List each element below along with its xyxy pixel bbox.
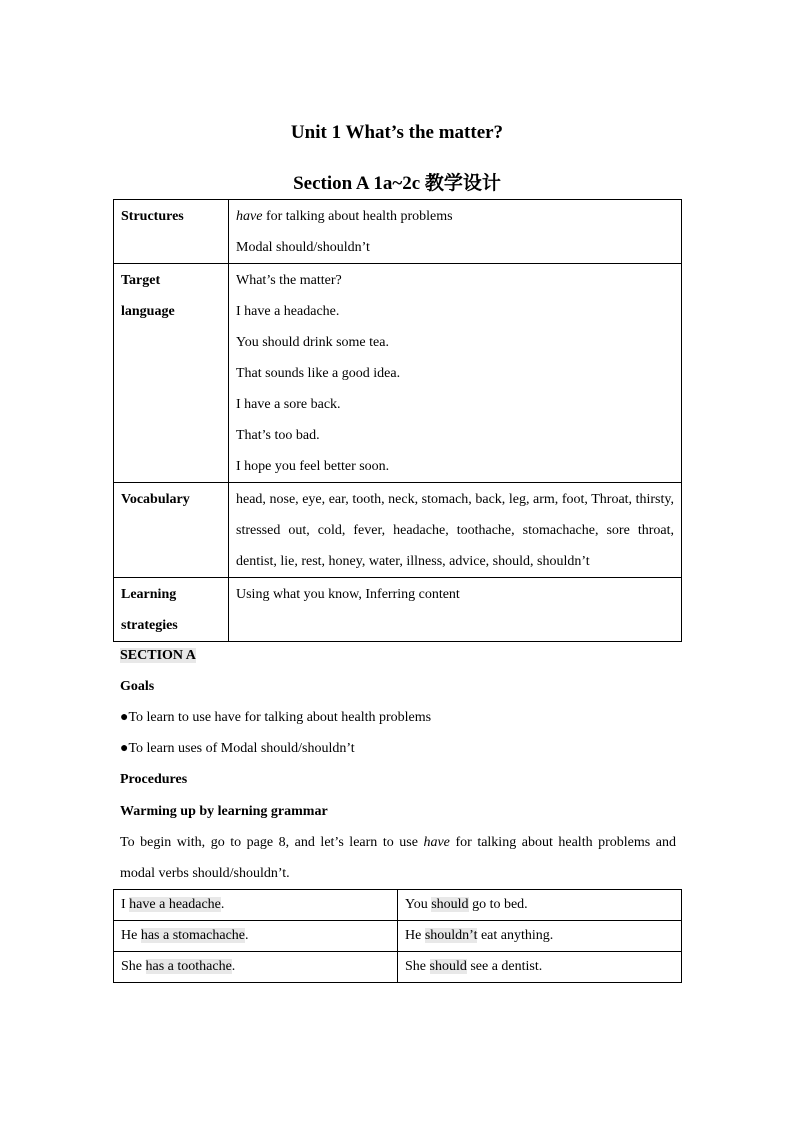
target-language-line: I have a headache. (236, 304, 340, 319)
table-row-structures (114, 200, 682, 264)
structures-line-2: Modal should/shouldn’t (236, 240, 370, 255)
goals-heading: Goals (120, 679, 155, 694)
target-language-line: I hope you feel better soon. (236, 459, 390, 474)
document-subtitle: Section A 1a~2c 教学设计 (293, 173, 501, 194)
structures-italic-have: have (236, 209, 263, 224)
grammar-cell-advice (398, 890, 682, 921)
cell-post: eat anything. (477, 928, 554, 943)
cell-pre: He (121, 928, 141, 943)
cell-pre: She (405, 959, 430, 974)
grammar-cell-problem (114, 952, 398, 983)
goal-item: ●To learn to use have for talking about health problems (120, 710, 432, 725)
grammar-cell-advice (398, 952, 682, 983)
procedures-heading: Procedures (120, 772, 188, 787)
table-row (114, 921, 682, 952)
table-row (114, 890, 682, 921)
cell-pre: She (121, 959, 146, 974)
grammar-cell-problem (114, 890, 398, 921)
intro-part-2: for talking about health problems and modal verbs should/shouldn’t. (120, 835, 676, 881)
label-learning-strategies-line-1: Learning (121, 587, 177, 602)
target-language-content (229, 264, 682, 483)
cell-highlight: should (431, 897, 469, 912)
section-heading-text: SECTION A (120, 648, 196, 663)
intro-paragraph (120, 827, 676, 889)
cell-pre: I (121, 897, 130, 912)
structures-line-1 (236, 201, 674, 232)
cell-pre: He (405, 928, 425, 943)
cell-post: . (231, 959, 236, 974)
cell-highlight: shouldn’t (424, 928, 478, 943)
table-row-learning-strategies (114, 578, 682, 642)
label-learning-strategies-line-2: strategies (121, 618, 178, 633)
label-structures (114, 200, 229, 264)
cell-pre: You (405, 897, 432, 912)
cell-highlight: should (429, 959, 467, 974)
label-target-language-line-2: language (121, 304, 175, 319)
target-language-line: You should drink some tea. (236, 335, 389, 350)
intro-part-1: To begin with, go to page 8, and let’s learn to use (120, 835, 424, 850)
structures-line-1-rest: for talking about health problems (262, 209, 453, 224)
target-language-line: I have a sore back. (236, 397, 341, 412)
structures-content (229, 200, 682, 264)
learning-strategies-content: Using what you know, Inferring content (229, 578, 682, 642)
label-target-language-line-1: Target (121, 273, 161, 288)
table-row (114, 952, 682, 983)
cell-post: see a dentist. (466, 959, 543, 974)
label-structures-text: Structures (121, 209, 184, 224)
target-language-line: That’s too bad. (236, 428, 320, 443)
label-vocabulary-text: Vocabulary (121, 492, 190, 507)
cell-post: . (220, 897, 225, 912)
document-title: Unit 1 What’s the matter? (290, 122, 504, 143)
label-target-language (114, 264, 229, 483)
warming-up-heading: Warming up by learning grammar (120, 804, 328, 819)
grammar-cell-problem (114, 921, 398, 952)
grammar-table (113, 889, 682, 983)
table-row-vocabulary (114, 483, 682, 578)
lesson-info-table (113, 199, 682, 642)
cell-highlight: has a toothache (145, 959, 232, 974)
label-vocabulary (114, 483, 229, 578)
label-learning-strategies (114, 578, 229, 642)
cell-post: . (245, 928, 249, 943)
cell-post: go to bed. (468, 897, 528, 912)
table-row-target-language (114, 264, 682, 483)
target-language-line: That sounds like a good idea. (236, 366, 401, 381)
cell-highlight: have a headache (129, 897, 221, 912)
vocabulary-content: head, nose, eye, ear, tooth, neck, stomach, back, leg, arm, foot, Throat, thirsty, stressed out, cold, fever, headache, toothache, stomachache, sore throat, dentist, lie, rest, honey, water, illness, advice, should, shouldn’t (229, 483, 682, 578)
grammar-cell-advice (398, 921, 682, 952)
target-language-line: What’s the matter? (236, 273, 342, 288)
goal-item: ●To learn uses of Modal should/shouldn’t (120, 741, 355, 756)
section-heading (120, 640, 196, 671)
cell-highlight: has a stomachache (140, 928, 246, 943)
intro-italic-have: have (423, 835, 450, 850)
